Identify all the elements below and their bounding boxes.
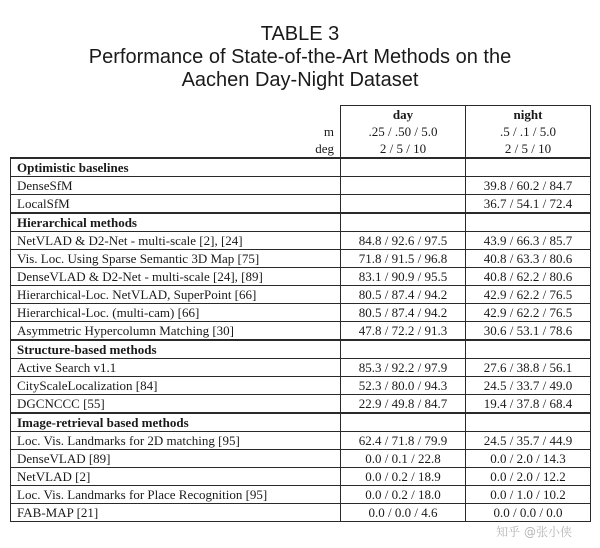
method-name: FAB-MAP [21] — [11, 504, 341, 522]
table-row — [11, 359, 591, 377]
day-score — [341, 177, 466, 195]
table-row — [11, 468, 591, 486]
section-header-row — [11, 413, 591, 432]
section-empty-cell — [341, 413, 466, 432]
day-score: 0.0 / 0.0 / 4.6 — [341, 504, 466, 522]
table-row — [11, 286, 591, 304]
table-row — [11, 232, 591, 250]
night-score: 0.0 / 1.0 / 10.2 — [466, 486, 591, 504]
col-header-day: day — [341, 106, 466, 124]
watermark-text: 知乎 @张小侠 — [496, 525, 572, 539]
table-row — [11, 268, 591, 286]
table-body — [11, 158, 591, 522]
method-name: Vis. Loc. Using Sparse Semantic 3D Map [75] — [11, 250, 341, 268]
header-row-deg — [11, 140, 591, 158]
section-title: Optimistic baselines — [11, 158, 341, 177]
night-score: 30.6 / 53.1 / 78.6 — [466, 322, 591, 341]
day-score: 84.8 / 92.6 / 97.5 — [341, 232, 466, 250]
night-score: 19.4 / 37.8 / 68.4 — [466, 395, 591, 414]
method-name: DenseVLAD & D2-Net - multi-scale [24], [89] — [11, 268, 341, 286]
row-label-m: m — [323, 124, 334, 139]
header-row-condition — [11, 106, 591, 124]
night-score: 39.8 / 60.2 / 84.7 — [466, 177, 591, 195]
method-name: Loc. Vis. Landmarks for 2D matching [95] — [11, 432, 341, 450]
day-score: 22.9 / 49.8 / 84.7 — [341, 395, 466, 414]
section-title: Structure-based methods — [11, 340, 341, 359]
night-score: 40.8 / 62.2 / 80.6 — [466, 268, 591, 286]
method-name: DenseVLAD [89] — [11, 450, 341, 468]
night-score: 27.6 / 38.8 / 56.1 — [466, 359, 591, 377]
section-header-row — [11, 158, 591, 177]
table-row — [11, 322, 591, 341]
table-title-line-1: Performance of State-of-the-Art Methods on the — [88, 46, 512, 68]
method-name: Hierarchical-Loc. (multi-cam) [66] — [11, 304, 341, 322]
day-score: 62.4 / 71.8 / 79.9 — [341, 432, 466, 450]
day-score: 0.0 / 0.2 / 18.9 — [341, 468, 466, 486]
section-empty-cell — [466, 340, 591, 359]
section-empty-cell — [341, 340, 466, 359]
night-score: 0.0 / 2.0 / 12.2 — [466, 468, 591, 486]
day-score: 85.3 / 92.2 / 97.9 — [341, 359, 466, 377]
method-name: NetVLAD & D2-Net - multi-scale [2], [24] — [11, 232, 341, 250]
table-title-line-2: Aachen Day-Night Dataset — [181, 69, 419, 91]
section-empty-cell — [341, 158, 466, 177]
table-row — [11, 395, 591, 414]
table-row — [11, 450, 591, 468]
night-score: 0.0 / 2.0 / 14.3 — [466, 450, 591, 468]
day-score: 71.8 / 91.5 / 96.8 — [341, 250, 466, 268]
table-row — [11, 486, 591, 504]
table-row — [11, 377, 591, 395]
table-row — [11, 250, 591, 268]
col-header-night: night — [466, 106, 591, 124]
night-deg-thresholds: 2 / 5 / 10 — [466, 140, 591, 158]
section-empty-cell — [466, 413, 591, 432]
section-header-row — [11, 340, 591, 359]
performance-table — [10, 105, 591, 522]
day-score: 80.5 / 87.4 / 94.2 — [341, 304, 466, 322]
day-score — [341, 195, 466, 214]
method-name: CityScaleLocalization [84] — [11, 377, 341, 395]
section-header-row — [11, 213, 591, 232]
table-row — [11, 177, 591, 195]
section-empty-cell — [466, 158, 591, 177]
method-name: Loc. Vis. Landmarks for Place Recognition [95] — [11, 486, 341, 504]
night-score: 24.5 / 35.7 / 44.9 — [466, 432, 591, 450]
method-name: DenseSfM — [11, 177, 341, 195]
day-m-thresholds: .25 / .50 / 5.0 — [341, 123, 466, 140]
method-name: LocalSfM — [11, 195, 341, 214]
table-row — [11, 195, 591, 214]
day-score: 83.1 / 90.9 / 95.5 — [341, 268, 466, 286]
method-name: Hierarchical-Loc. NetVLAD, SuperPoint [66] — [11, 286, 341, 304]
day-deg-thresholds: 2 / 5 / 10 — [341, 140, 466, 158]
night-score: 40.8 / 63.3 / 80.6 — [466, 250, 591, 268]
section-title: Image-retrieval based methods — [11, 413, 341, 432]
method-name: Asymmetric Hypercolumn Matching [30] — [11, 322, 341, 341]
section-empty-cell — [341, 213, 466, 232]
day-score: 80.5 / 87.4 / 94.2 — [341, 286, 466, 304]
day-score: 0.0 / 0.2 / 18.0 — [341, 486, 466, 504]
night-score: 0.0 / 0.0 / 0.0 — [466, 504, 591, 522]
method-name: Active Search v1.1 — [11, 359, 341, 377]
row-label-deg: deg — [315, 141, 334, 156]
night-score: 43.9 / 66.3 / 85.7 — [466, 232, 591, 250]
day-score: 52.3 / 80.0 / 94.3 — [341, 377, 466, 395]
day-score: 0.0 / 0.1 / 22.8 — [341, 450, 466, 468]
table-row — [11, 432, 591, 450]
method-name: NetVLAD [2] — [11, 468, 341, 486]
night-m-thresholds: .5 / .1 / 5.0 — [466, 123, 591, 140]
method-name: DGCNCCC [55] — [11, 395, 341, 414]
table-number: TABLE 3 — [260, 23, 340, 45]
header-row-m — [11, 123, 591, 140]
day-score: 47.8 / 72.2 / 91.3 — [341, 322, 466, 341]
table-row — [11, 304, 591, 322]
night-score: 42.9 / 62.2 / 76.5 — [466, 286, 591, 304]
section-empty-cell — [466, 213, 591, 232]
night-score: 36.7 / 54.1 / 72.4 — [466, 195, 591, 214]
night-score: 24.5 / 33.7 / 49.0 — [466, 377, 591, 395]
table-row — [11, 504, 591, 522]
night-score: 42.9 / 62.2 / 76.5 — [466, 304, 591, 322]
section-title: Hierarchical methods — [11, 213, 341, 232]
